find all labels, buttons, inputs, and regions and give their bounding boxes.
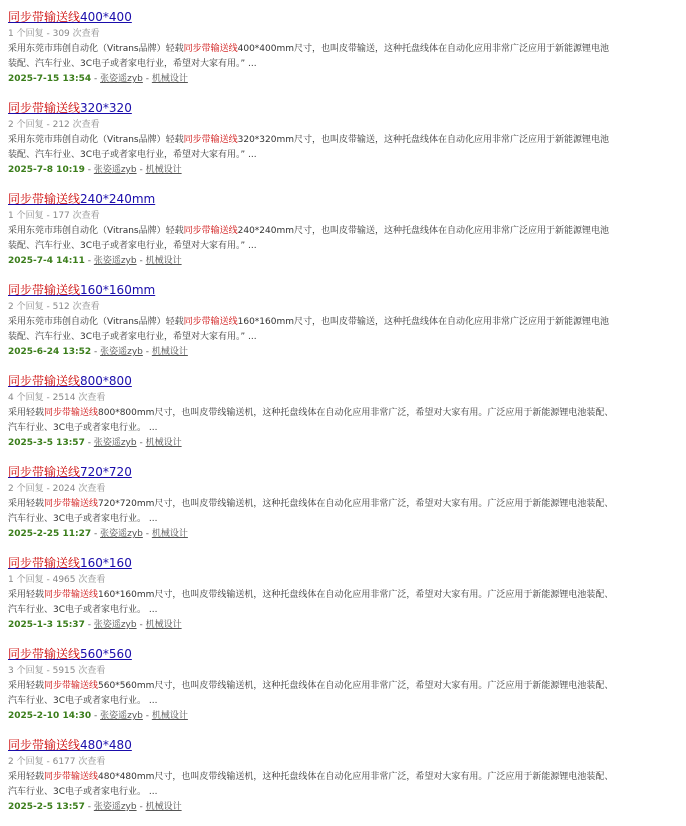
author-link[interactable]: 张姿遥zyb bbox=[93, 256, 137, 266]
reply-count: 1 bbox=[8, 29, 14, 39]
result-footer: 2025-2-10 14:30 - 张姿遥zyb - 机械设计 bbox=[8, 711, 188, 721]
result-stats: 2 个回复 - 512 次查看 bbox=[8, 302, 100, 312]
result-snippet bbox=[8, 679, 618, 709]
view-label: 次查看 bbox=[72, 302, 100, 312]
view-count: 5915 bbox=[52, 666, 76, 676]
title-rest: 240*240mm bbox=[80, 192, 156, 206]
category-link[interactable]: 机械设计 bbox=[145, 256, 182, 266]
snippet-text: 采用东莞市玮创自动化（Vitrans品牌）轻载 bbox=[8, 226, 184, 236]
result-title-link[interactable] bbox=[8, 189, 686, 209]
author-link[interactable]: 张姿遥zyb bbox=[93, 165, 137, 175]
title-rest: 400*400 bbox=[80, 10, 132, 24]
snippet-keyword: 同步带输送线 bbox=[44, 408, 99, 418]
view-label: 次查看 bbox=[78, 757, 106, 767]
reply-label: 个回复 bbox=[16, 29, 44, 39]
snippet-text: 采用轻载 bbox=[8, 681, 45, 691]
result-footer: 2025-7-8 10:19 - 张姿遥zyb - 机械设计 bbox=[8, 165, 182, 175]
result-snippet bbox=[8, 406, 618, 436]
result-title-link[interactable] bbox=[8, 735, 686, 755]
result-stats: 3 个回复 - 5915 次查看 bbox=[8, 666, 106, 676]
result-item bbox=[8, 7, 686, 98]
snippet-keyword: 同步带输送线 bbox=[183, 44, 238, 54]
reply-count: 4 bbox=[8, 393, 14, 403]
result-footer: 2025-2-25 11:27 - 张姿遥zyb - 机械设计 bbox=[8, 529, 188, 539]
result-snippet bbox=[8, 315, 618, 345]
result-title-link[interactable] bbox=[8, 7, 686, 27]
reply-count: 3 bbox=[8, 666, 14, 676]
author-link[interactable]: 张姿遥zyb bbox=[93, 620, 137, 630]
reply-count: 2 bbox=[8, 484, 14, 494]
snippet-text: 采用轻载 bbox=[8, 408, 45, 418]
title-keyword: 同步带输送线 bbox=[8, 556, 81, 570]
post-date: 2025-2-5 13:57 bbox=[8, 802, 85, 812]
author-link[interactable]: 张姿遥zyb bbox=[100, 347, 143, 357]
result-stats: 2 个回复 - 6177 次查看 bbox=[8, 757, 106, 767]
title-keyword: 同步带输送线 bbox=[8, 10, 81, 24]
reply-label: 个回复 bbox=[16, 575, 44, 585]
result-title-link[interactable] bbox=[8, 553, 686, 573]
snippet-text: 240*240mm尺寸，也叫皮带输送，这种托盘线体在自动化应用非常广泛应用于新能源锂电池装配、汽车行业、3C电子或者家电行业，希望对大家有用。” ... bbox=[8, 226, 610, 251]
reply-count: 2 bbox=[8, 302, 14, 312]
snippet-text: 采用东莞市玮创自动化（Vitrans品牌）轻载 bbox=[8, 135, 184, 145]
title-keyword: 同步带输送线 bbox=[8, 283, 81, 297]
title-rest: 720*720 bbox=[80, 465, 132, 479]
category-link[interactable]: 机械设计 bbox=[145, 620, 182, 630]
snippet-text: 560*560mm尺寸，也叫皮带线输送机，这种托盘线体在自动化应用非常广泛，希望对大家有用。广泛应用于新能源锂电池装配、汽车行业、3C电子或者家电行业。 ... bbox=[8, 681, 614, 706]
category-link[interactable]: 机械设计 bbox=[145, 165, 182, 175]
result-footer: 2025-2-5 13:57 - 张姿遥zyb - 机械设计 bbox=[8, 802, 182, 812]
result-item bbox=[8, 98, 686, 189]
snippet-keyword: 同步带输送线 bbox=[183, 226, 238, 236]
result-item bbox=[8, 371, 686, 462]
view-label: 次查看 bbox=[78, 393, 106, 403]
view-label: 次查看 bbox=[78, 666, 106, 676]
view-label: 次查看 bbox=[72, 29, 100, 39]
snippet-keyword: 同步带输送线 bbox=[44, 499, 99, 509]
author-link[interactable]: 张姿遥zyb bbox=[93, 438, 137, 448]
title-rest: 480*480 bbox=[80, 738, 132, 752]
view-label: 次查看 bbox=[72, 211, 100, 221]
view-count: 512 bbox=[52, 302, 70, 312]
snippet-text: 720*720mm尺寸，也叫皮带线输送机，这种托盘线体在自动化应用非常广泛，希望对大家有用。广泛应用于新能源锂电池装配、汽车行业、3C电子或者家电行业。 ... bbox=[8, 499, 614, 524]
category-link[interactable]: 机械设计 bbox=[151, 74, 188, 84]
snippet-text: 采用轻载 bbox=[8, 590, 45, 600]
snippet-text: 480*480mm尺寸，也叫皮带线输送机，这种托盘线体在自动化应用非常广泛，希望对大家有用。广泛应用于新能源锂电池装配、汽车行业、3C电子或者家电行业。 ... bbox=[8, 772, 614, 797]
category-link[interactable]: 机械设计 bbox=[145, 438, 182, 448]
view-label: 次查看 bbox=[78, 575, 106, 585]
view-count: 2024 bbox=[52, 484, 76, 494]
category-link[interactable]: 机械设计 bbox=[151, 711, 188, 721]
result-title-link[interactable] bbox=[8, 280, 686, 300]
snippet-text: 采用轻载 bbox=[8, 499, 45, 509]
result-footer: 2025-3-5 13:57 - 张姿遥zyb - 机械设计 bbox=[8, 438, 182, 448]
reply-label: 个回复 bbox=[16, 211, 44, 221]
result-stats: 2 个回复 - 212 次查看 bbox=[8, 120, 100, 130]
author-link[interactable]: 张姿遥zyb bbox=[100, 711, 143, 721]
snippet-text: 160*160mm尺寸，也叫皮带线输送机，这种托盘线体在自动化应用非常广泛，希望对大家有用。广泛应用于新能源锂电池装配、汽车行业、3C电子或者家电行业。 ... bbox=[8, 590, 614, 615]
snippet-keyword: 同步带输送线 bbox=[183, 135, 238, 145]
title-keyword: 同步带输送线 bbox=[8, 192, 81, 206]
reply-count: 2 bbox=[8, 120, 14, 130]
post-date: 2025-2-10 14:30 bbox=[8, 711, 92, 721]
snippet-text: 采用东莞市玮创自动化（Vitrans品牌）轻载 bbox=[8, 44, 184, 54]
post-date: 2025-7-15 13:54 bbox=[8, 74, 92, 84]
result-item bbox=[8, 735, 686, 826]
result-snippet bbox=[8, 224, 618, 254]
result-stats: 4 个回复 - 2514 次查看 bbox=[8, 393, 106, 403]
category-link[interactable]: 机械设计 bbox=[145, 802, 182, 812]
result-title-link[interactable] bbox=[8, 644, 686, 664]
title-rest: 320*320 bbox=[80, 101, 132, 115]
result-title-link[interactable] bbox=[8, 462, 686, 482]
post-date: 2025-3-5 13:57 bbox=[8, 438, 85, 448]
view-count: 4965 bbox=[52, 575, 76, 585]
result-snippet bbox=[8, 770, 618, 800]
title-keyword: 同步带输送线 bbox=[8, 374, 81, 388]
reply-count: 1 bbox=[8, 211, 14, 221]
result-item bbox=[8, 462, 686, 553]
title-keyword: 同步带输送线 bbox=[8, 101, 81, 115]
result-stats: 1 个回复 - 309 次查看 bbox=[8, 29, 100, 39]
result-footer: 2025-6-24 13:52 - 张姿遥zyb - 机械设计 bbox=[8, 347, 188, 357]
title-keyword: 同步带输送线 bbox=[8, 465, 81, 479]
snippet-keyword: 同步带输送线 bbox=[183, 317, 238, 327]
result-footer: 2025-7-4 14:11 - 张姿遥zyb - 机械设计 bbox=[8, 256, 182, 266]
snippet-keyword: 同步带输送线 bbox=[44, 590, 99, 600]
result-footer: 2025-7-15 13:54 - 张姿遥zyb - 机械设计 bbox=[8, 74, 188, 84]
snippet-text: 采用东莞市玮创自动化（Vitrans品牌）轻载 bbox=[8, 317, 184, 327]
reply-label: 个回复 bbox=[16, 666, 44, 676]
title-rest: 160*160mm bbox=[80, 283, 156, 297]
post-date: 2025-6-24 13:52 bbox=[8, 347, 92, 357]
result-title-link[interactable] bbox=[8, 98, 686, 118]
view-count: 309 bbox=[52, 29, 70, 39]
view-count: 6177 bbox=[52, 757, 76, 767]
result-snippet bbox=[8, 588, 618, 618]
view-label: 次查看 bbox=[72, 120, 100, 130]
result-item bbox=[8, 553, 686, 644]
result-stats: 2 个回复 - 2024 次查看 bbox=[8, 484, 106, 494]
reply-label: 个回复 bbox=[16, 302, 44, 312]
author-link[interactable]: 张姿遥zyb bbox=[100, 74, 143, 84]
view-count: 177 bbox=[52, 211, 70, 221]
title-keyword: 同步带输送线 bbox=[8, 738, 81, 752]
title-keyword: 同步带输送线 bbox=[8, 647, 81, 661]
reply-count: 2 bbox=[8, 757, 14, 767]
snippet-text: 800*800mm尺寸，也叫皮带线输送机，这种托盘线体在自动化应用非常广泛，希望对大家有用。广泛应用于新能源锂电池装配、汽车行业、3C电子或者家电行业。 ... bbox=[8, 408, 614, 433]
result-item bbox=[8, 280, 686, 371]
reply-label: 个回复 bbox=[16, 393, 44, 403]
title-rest: 160*160 bbox=[80, 556, 132, 570]
snippet-text: 160*160mm尺寸，也叫皮带输送，这种托盘线体在自动化应用非常广泛应用于新能源锂电池装配、汽车行业、3C电子或者家电行业，希望对大家有用。” ... bbox=[8, 317, 610, 342]
result-stats: 1 个回复 - 177 次查看 bbox=[8, 211, 100, 221]
reply-label: 个回复 bbox=[16, 120, 44, 130]
view-count: 2514 bbox=[52, 393, 76, 403]
reply-label: 个回复 bbox=[16, 484, 44, 494]
snippet-keyword: 同步带输送线 bbox=[44, 681, 99, 691]
category-link[interactable]: 机械设计 bbox=[151, 347, 188, 357]
author-link[interactable]: 张姿遥zyb bbox=[100, 529, 143, 539]
category-link[interactable]: 机械设计 bbox=[151, 529, 188, 539]
post-date: 2025-1-3 15:37 bbox=[8, 620, 85, 630]
author-link[interactable]: 张姿遥zyb bbox=[93, 802, 137, 812]
result-stats: 1 个回复 - 4965 次查看 bbox=[8, 575, 106, 585]
reply-count: 1 bbox=[8, 575, 14, 585]
result-item bbox=[8, 644, 686, 735]
reply-label: 个回复 bbox=[16, 757, 44, 767]
result-snippet bbox=[8, 133, 618, 163]
result-item bbox=[8, 189, 686, 280]
result-footer: 2025-1-3 15:37 - 张姿遥zyb - 机械设计 bbox=[8, 620, 182, 630]
result-snippet bbox=[8, 497, 618, 527]
post-date: 2025-2-25 11:27 bbox=[8, 529, 92, 539]
result-snippet bbox=[8, 42, 618, 72]
snippet-text: 400*400mm尺寸，也叫皮带输送，这种托盘线体在自动化应用非常广泛应用于新能源锂电池装配、汽车行业、3C电子或者家电行业，希望对大家有用。” ... bbox=[8, 44, 610, 69]
view-count: 212 bbox=[52, 120, 70, 130]
post-date: 2025-7-8 10:19 bbox=[8, 165, 85, 175]
post-date: 2025-7-4 14:11 bbox=[8, 256, 85, 266]
snippet-text: 采用轻载 bbox=[8, 772, 45, 782]
result-title-link[interactable] bbox=[8, 371, 686, 391]
view-label: 次查看 bbox=[78, 484, 106, 494]
title-rest: 560*560 bbox=[80, 647, 132, 661]
snippet-keyword: 同步带输送线 bbox=[44, 772, 99, 782]
snippet-text: 320*320mm尺寸，也叫皮带输送，这种托盘线体在自动化应用非常广泛应用于新能源锂电池装配、汽车行业、3C电子或者家电行业，希望对大家有用。” ... bbox=[8, 135, 610, 160]
title-rest: 800*800 bbox=[80, 374, 132, 388]
